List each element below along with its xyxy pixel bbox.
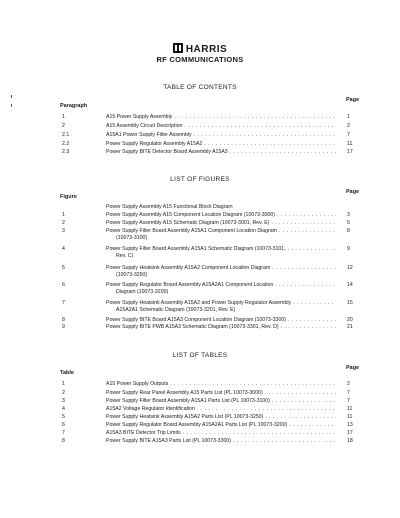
toc-title: Power Supply BITE Detector Board Assembly A15A3 . . . (106, 149, 336, 156)
toc-page-number: 11 (347, 141, 353, 147)
table-number: 6 (62, 422, 65, 428)
figure-page-number: 15 (347, 300, 353, 306)
toc-number: 2.3 (62, 149, 70, 155)
table-title: Power Supply Filter Board Assembly A15A1 Parts List (PL 10073-3100) . . . (106, 398, 336, 405)
table-page-number: 11 (347, 414, 353, 420)
figure-entry (0, 324, 400, 333)
figure-number: 7 (62, 300, 65, 306)
figures-page-header: Page (346, 189, 360, 195)
figure-number: 2 (62, 220, 65, 226)
toc-title: A15 Power Supply Assembly . . . (106, 114, 336, 121)
figure-title: Power Supply Assembly A15 Schematic Diagram (10073-3001, Rev. E) . . . (106, 220, 336, 227)
toc-page-number: 1 (347, 114, 350, 120)
figure-number: 5 (62, 265, 65, 271)
toc-number: 2.1 (62, 132, 70, 138)
figure-entry (0, 265, 400, 278)
figure-page-number: 3 (347, 212, 350, 218)
toc-title: Power Supply Regulator Assembly A15A2 . . . (106, 141, 336, 148)
figure-title-continued: (10073-3250) (116, 272, 148, 278)
figure-title: Power Supply BITE Board A15A3 Component Location Diagram (10073-3300) . . . (106, 317, 336, 324)
table-page-number: 18 (347, 438, 353, 444)
figure-title: Power Supply Heatsink Assembly A15A2 Component Location Diagram . . . (106, 265, 336, 272)
figure-page-number: 14 (347, 282, 353, 288)
table-number: 5 (62, 414, 65, 420)
toc-entry (0, 132, 400, 141)
table-title: A15A3 BITE Detector Trip Limits . . . (106, 430, 336, 437)
figure-title: Power Supply BITE PWB A15A3 Schematic Diagram (10073-3301, Rev. D) . . . (106, 324, 336, 331)
figure-entry (0, 228, 400, 241)
table-title: Power Supply Heatsink Assembly A15A2 Parts List (PL 10073-3250) . . . (106, 414, 336, 421)
table-title: A15A2 Voltage Regulator Identification . . . (106, 406, 336, 413)
company-logo (0, 43, 400, 55)
division-name: RF COMMUNICATIONS (156, 55, 244, 64)
table-number: 7 (62, 430, 65, 436)
toc-number: 2 (62, 123, 65, 129)
margin-mark (11, 95, 12, 98)
toc-page-number: 7 (347, 132, 350, 138)
toc-entry (0, 123, 400, 132)
table-title: Power Supply Rear Panel Assembly A15 Parts List (PL 10073-3000) . . . (106, 390, 336, 397)
toc-title: A15A1 Power Supply Filter Assembly . . . (106, 132, 336, 139)
figure-entry (0, 246, 400, 259)
figures-figure-header: Figure (60, 194, 77, 200)
table-title: Power Supply BITE A15A3 Parts List (PL 10073-3300) . . . (106, 438, 336, 445)
toc-number: 1 (62, 114, 65, 120)
figure-title: Power Supply Assembly A15 Functional Block Diagram (106, 204, 233, 210)
figure-entry (0, 282, 400, 295)
toc-entry (0, 149, 400, 158)
toc-page-number: 17 (347, 149, 353, 155)
figure-title: Power Supply Filter Board Assembly A15A1 Schematic Diagram (10073-3101, . . . (106, 246, 336, 253)
table-page-number: 2 (347, 381, 350, 387)
figure-page-number: 9 (347, 246, 350, 252)
figure-number: 6 (62, 282, 65, 288)
figure-page-number: 20 (347, 317, 353, 323)
figure-number: 3 (62, 228, 65, 234)
figure-number: 9 (62, 324, 65, 330)
table-page-number: 13 (347, 422, 353, 428)
figure-number: 4 (62, 246, 65, 252)
table-number: 8 (62, 438, 65, 444)
toc-title: A15 Assembly Circuit Description . . . (106, 123, 336, 130)
table-title: A15 Power Supply Outputs . . . (106, 381, 336, 388)
figure-page-number: 8 (347, 228, 350, 234)
tables-title: LIST OF TABLES (172, 352, 228, 359)
figure-title-continued: Rev. C) (116, 253, 134, 259)
table-page-number: 17 (347, 430, 353, 436)
figure-title: Power Supply Assembly A15 Component Location Diagram (10073-3000) . . . (106, 212, 336, 219)
tables-table-header: Table (60, 370, 74, 376)
margin-mark (11, 104, 12, 107)
figure-title: Power Supply Heatsink Assembly A15A2 and Power Supply Regulator Assembly . . . (106, 300, 336, 307)
figure-title-continued: (10073-3100) (116, 235, 148, 241)
table-entry (0, 438, 400, 447)
table-number: 1 (62, 381, 65, 387)
toc-page-number: 2 (347, 123, 350, 129)
figure-title-continued: A15A2A1 Schematic Diagram (10073-3201, Rev. E) (116, 307, 236, 313)
table-title: Power Supply Regulator Board Assembly A15A2A1 Parts List (PL 10073-3200) . . . (106, 422, 336, 429)
table-page-number: 11 (347, 406, 353, 412)
figures-title: LIST OF FIGURES (170, 176, 230, 183)
figure-number: 1 (62, 212, 65, 218)
figure-title: Power Supply Regulator Board Assembly A15A2A1 Component Location . . . (106, 282, 336, 289)
company-name: HARRIS (185, 44, 228, 55)
figure-page-number: 21 (347, 324, 353, 330)
toc-title: TABLE OF CONTENTS (163, 84, 237, 91)
table-page-number: 7 (347, 398, 350, 404)
table-number: 4 (62, 406, 65, 412)
table-number: 3 (62, 398, 65, 404)
toc-paragraph-header: Paragraph (60, 103, 88, 109)
table-entry (0, 381, 400, 390)
toc-entry (0, 114, 400, 123)
figure-title: Power Supply Filter Board Assembly A15A1 Component Location Diagram . . . (106, 228, 336, 235)
harris-logo-icon (173, 43, 183, 53)
toc-page-header: Page (346, 97, 360, 103)
figure-number: 8 (62, 317, 65, 323)
table-number: 2 (62, 390, 65, 396)
tables-page-header: Page (346, 365, 360, 371)
figure-title-continued: Diagram (10073-3200) (116, 289, 169, 295)
toc-number: 2.2 (62, 141, 70, 147)
figure-page-number: 12 (347, 265, 353, 271)
table-page-number: 7 (347, 390, 350, 396)
figure-entry (0, 300, 400, 313)
figure-page-number: 5 (347, 220, 350, 226)
